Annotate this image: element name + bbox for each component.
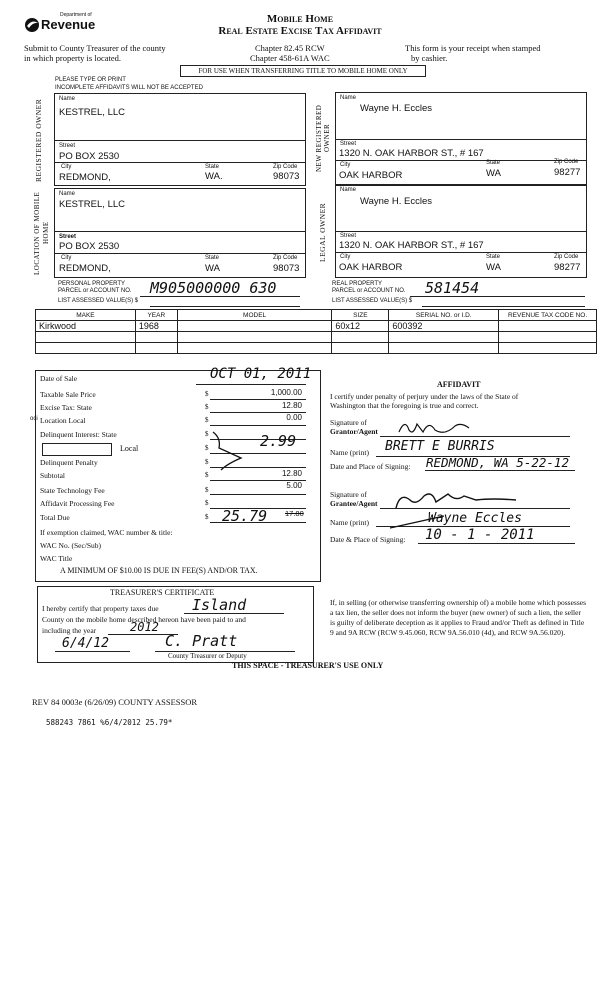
registered-owner-label: REGISTERED OWNER: [34, 98, 43, 182]
new-owner-state: WA: [486, 168, 501, 179]
location-box: Name KESTREL, LLC Street PO BOX 2530 City REDMOND, State WA Zip Code 98073: [54, 188, 306, 278]
location-city: REDMOND,: [59, 263, 111, 274]
rev-form-number: REV 84 0003e (6/26/09) COUNTY ASSESSOR: [32, 697, 198, 707]
receipt-note: This form is your receipt when stamped by cashier.: [405, 43, 541, 63]
new-owner-city: OAK HARBOR: [339, 170, 403, 181]
legal-owner-zip: 98277: [554, 262, 581, 273]
table-row: Kirkwood 1968 60x12 600392: [36, 321, 597, 332]
real-parcel-value: 581454: [425, 279, 480, 297]
taxable-value: 1,000.00: [270, 388, 302, 397]
treasurer-use-only: THIS SPACE - TREASURER'S USE ONLY: [232, 661, 384, 670]
treasurer-county-hand: Island: [192, 596, 247, 614]
grantor-print-value: BRETT E BURRIS: [385, 439, 495, 454]
legal-owner-city: OAK HARBOR: [339, 262, 403, 273]
chapter-refs: Chapter 82.45 RCW Chapter 458-61A WAC: [250, 43, 330, 63]
date-place2-label: Date & Place of Signing:: [330, 535, 406, 544]
local-prefix: oci: [30, 416, 38, 422]
treasurer-date-hand: 6/4/12: [62, 636, 109, 651]
location-state: WA: [205, 263, 220, 274]
personal-property-block: PERSONAL PROPERTY PARCEL or ACCOUNT NO. LIST ASSESSED VALUE(S) $: [58, 281, 139, 304]
registered-owner-city: REDMOND,: [59, 172, 111, 183]
date-place-label: Date and Place of Signing:: [330, 462, 411, 471]
dept-small-label: Department of: [60, 12, 92, 18]
title-line2: Real Estate Excise Tax Affidavit: [218, 25, 382, 37]
personal-parcel-value: M905000000 630: [150, 279, 277, 297]
table-row: [36, 332, 597, 343]
form-title: [200, 13, 400, 37]
tech-fee-value: 5.00: [286, 481, 302, 490]
real-property-block: REAL PROPERTY PARCEL or ACCOUNT NO. LIST ASSESSED VALUE(S) $: [332, 281, 413, 304]
title-line1: Mobile Home: [266, 13, 334, 25]
grantee-print-label: Name (print): [330, 518, 369, 527]
subtotal-value: 12.80: [281, 469, 302, 478]
registered-owner-name: KESTREL, LLC: [59, 107, 125, 118]
table-header-row: [36, 310, 597, 321]
new-owner-street: 1320 N. OAK HARBOR ST., # 167: [339, 148, 484, 159]
subtotal-label: Subtotal: [40, 471, 66, 480]
date-of-sale-label: Date of Sale: [40, 374, 78, 383]
treasurer-signature-hand: C. Pratt: [165, 632, 238, 650]
wac-no-label: WAC No. (Sec/Sub): [40, 541, 102, 550]
col-serial: SERIAL NO. or I.D.: [389, 310, 499, 321]
date-place2-value: 10 - 1 - 2011: [425, 527, 535, 543]
excise-local-label: Location Local: [40, 416, 86, 425]
total-due-struck: 17.80: [285, 509, 304, 518]
legal-owner-state: WA: [486, 262, 501, 273]
registered-owner-box: Name KESTREL, LLC Street PO BOX 2530 City REDMOND, State WA. Zip Code 98073: [54, 93, 306, 186]
location-label: LOCATION OF MOBILE HOME: [33, 191, 50, 275]
delinquent-local-label: Local: [120, 444, 139, 453]
mobile-home-table: [35, 309, 597, 354]
date-of-sale-value: OCT 01, 2011: [210, 366, 312, 382]
registered-owner-zip: 98073: [273, 171, 300, 182]
new-registered-owner-box: Name Wayne H. Eccles Street 1320 N. OAK HARBOR ST., # 167 City OAK HARBOR State WA Zip Code 98277: [335, 92, 587, 186]
taxable-label: Taxable Sale Price: [40, 390, 96, 399]
new-owner-name: Wayne H. Eccles: [360, 103, 432, 114]
dept-logo-text: Revenue: [41, 17, 96, 32]
tech-fee-label: State Technology Fee: [40, 486, 105, 495]
treasurer-sig-label: County Treasurer or Deputy: [168, 652, 247, 660]
submit-note: Submit to County Treasurer of the county in which property is located.: [24, 43, 166, 63]
legal-owner-box: Name Wayne H. Eccles Street 1320 N. OAK HARBOR ST., # 167 City OAK HARBOR State WA Zip Code 98277: [335, 184, 587, 278]
treasurer-line2: County on the mobile home described hereon have been paid to and: [42, 615, 246, 624]
legal-owner-label: LEGAL OWNER: [318, 202, 327, 262]
grantee-sig-label: Signature of Grantee/Agent: [330, 490, 378, 508]
affidavit-fee-label: Affidavit Processing Fee: [40, 499, 115, 508]
total-due-hand: 25.79: [222, 507, 268, 525]
table-row: [36, 343, 597, 354]
dept-swoosh-icon: [24, 17, 40, 33]
col-tax-code: REVENUE TAX CODE NO.: [499, 310, 597, 321]
grantor-signature: [395, 416, 475, 438]
affidavit-heading: AFFIDAVIT: [437, 380, 481, 389]
delinquent-checkbox[interactable]: [42, 443, 112, 456]
col-model: MODEL: [177, 310, 332, 321]
col-size: SIZE: [332, 310, 389, 321]
location-name: KESTREL, LLC: [59, 199, 125, 210]
registered-owner-street: PO BOX 2530: [59, 151, 120, 162]
treasurer-year-hand: 2012: [130, 620, 159, 634]
excise-local-value: 0.00: [286, 413, 302, 422]
legal-owner-name: Wayne H. Eccles: [360, 196, 432, 207]
excise-state-label: Excise Tax: State: [40, 403, 92, 412]
transfer-note: FOR USE WHEN TRANSFERRING TITLE TO MOBILE HOME ONLY: [180, 65, 426, 77]
delinquent-interest-label: Delinquent Interest: State: [40, 430, 117, 439]
location-street: PO BOX 2530: [59, 241, 120, 252]
date-place-value: REDMOND, WA 5-22-12: [426, 455, 569, 470]
revenue-logo: [24, 12, 96, 36]
treasurer-line1: I hereby certify that property taxes due: [42, 604, 159, 613]
grantor-sig-label: Signature of Grantor/Agent: [330, 418, 378, 436]
grantor-print-label: Name (print): [330, 448, 369, 457]
please-type: PLEASE TYPE OR PRINT INCOMPLETE AFFIDAVITS WILL NOT BE ACCEPTED: [55, 77, 203, 91]
cashier-receipt-line: 588243 7861 %6/4/2012 25.79*: [46, 718, 173, 727]
affidavit-certify: I certify under penalty of perjury under the laws of the State of Washington that the foregoing is true and correct.: [330, 392, 519, 410]
legal-owner-street: 1320 N. OAK HARBOR ST., # 167: [339, 240, 484, 251]
treasurer-heading: TREASURER'S CERTIFICATE: [110, 588, 215, 597]
treasurer-line3: including the year: [42, 626, 97, 635]
registered-owner-state: WA.: [205, 171, 223, 182]
new-registered-owner-label: NEW REGISTERED OWNER: [315, 104, 331, 172]
wac-title-label: WAC Title: [40, 554, 73, 563]
new-owner-zip: 98277: [554, 167, 581, 178]
location-zip: 98073: [273, 263, 300, 274]
excise-state-value: 12.80: [281, 401, 302, 410]
delinquent-hand-value: 2.99: [260, 432, 297, 450]
total-due-label: Total Due: [40, 513, 70, 522]
exemption-label: If exemption claimed, WAC number & title:: [40, 528, 173, 537]
delinquent-penalty-label: Delinquent Penalty: [40, 458, 98, 467]
col-year: YEAR: [135, 310, 177, 321]
col-make: MAKE: [36, 310, 136, 321]
grantee-print-value: Wayne Eccles: [428, 511, 522, 526]
minimum-note: A MINIMUM OF $10.00 IS DUE IN FEE(S) AND/OR TAX.: [60, 566, 258, 575]
tax-lien-notice: If, in selling (or otherwise transferring ownership of) a mobile home which possesses a tax lien, the seller does not inform the buyer (new owner) of such a lien, the seller is guilty of deliberate deception as it applies to Fraud and/or Theft as defined in Title 9 and 9A RCW (RCW 9.45.060, RCW 9A.56.010 (4d), and RCW 9A.56.020).: [330, 598, 586, 637]
